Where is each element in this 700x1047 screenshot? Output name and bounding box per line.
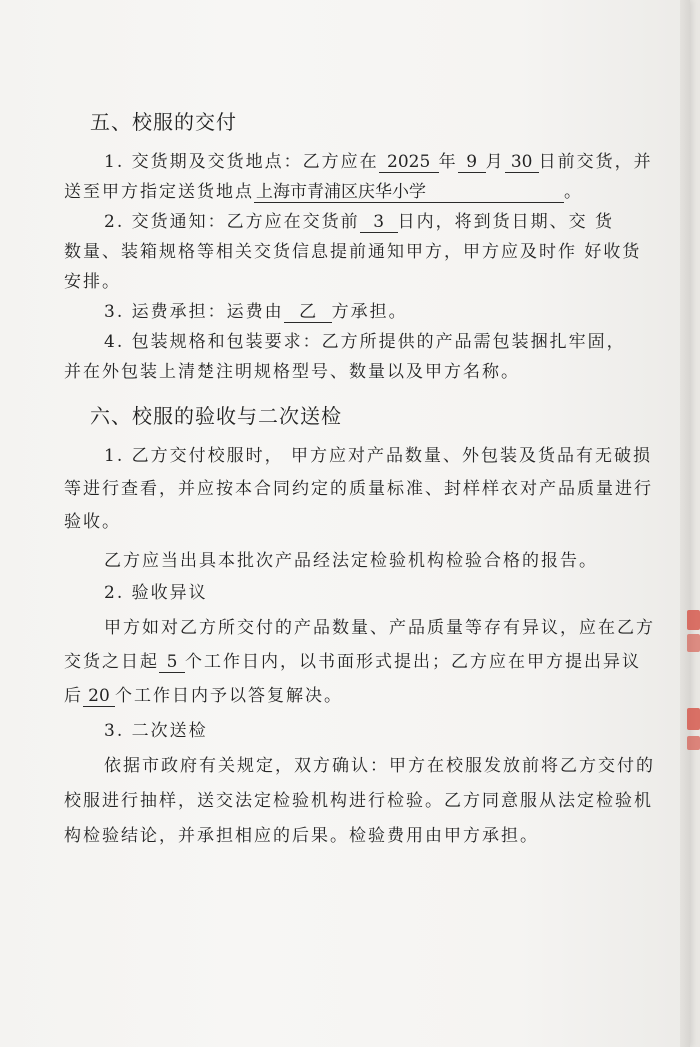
item-text: 年 (438, 152, 458, 172)
item-number: 1. (104, 152, 125, 172)
objection-line-1: 甲方如对乙方所交付的产品数量、产品质量等存有异议，应在乙方 (104, 618, 655, 638)
item-number: 1. (104, 446, 125, 466)
filled-month: 9 (458, 152, 486, 173)
item-number: 3. (104, 721, 125, 741)
item-text: 交货期及交货地点：乙方应在 (131, 152, 379, 172)
item-number: 3. (104, 302, 125, 322)
delivery-item-2-line-1 (104, 207, 614, 233)
acceptance-item-3-title (104, 716, 208, 741)
section-heading-delivery: 五、校服的交付 (90, 110, 237, 134)
item-text: 包装规格和包装要求：乙方所提供的产品需包装捆扎牢固， (131, 332, 626, 352)
filled-year: 2025 (379, 152, 439, 173)
item-number: 4. (104, 332, 125, 352)
retest-line-2: 校服进行抽样，送交法定检验机构进行检验。乙方同意服从法定检验机 (64, 791, 653, 811)
item-text: 乙方交付校服时， 甲方应对产品数量、外包装及货品有无破损 (131, 446, 653, 466)
acceptance-item-1-line-1 (104, 441, 652, 466)
acceptance-item-1-line-2: 等进行查看，并应按本合同约定的质量标准、封样样衣对产品质量进行 (64, 479, 653, 499)
item-text: 日内，将到货日期、交 货 (397, 212, 615, 232)
objection-line-2 (64, 647, 641, 673)
item-text: 后 (64, 686, 83, 706)
item-text: 个工作日内，以书面形式提出；乙方应在甲方提出异议 (185, 652, 641, 672)
filled-day: 30 (505, 152, 539, 173)
section-heading-acceptance: 六、校服的验收与二次送检 (90, 404, 342, 428)
delivery-item-4-line-1 (104, 327, 626, 352)
item-text: 月 (485, 152, 505, 172)
delivery-item-3 (104, 297, 408, 323)
item-text: 。 (564, 182, 583, 202)
delivery-item-2-line-2: 数量、装箱规格等相关交货信息提前通知甲方，甲方应及时作 好收货 (64, 242, 642, 262)
acceptance-item-2-title (104, 578, 208, 603)
filled-objection-days: 5 (159, 652, 185, 673)
filled-reply-days: 20 (83, 686, 115, 707)
item-text: 交货之日起 (64, 652, 159, 672)
item-text: 送至甲方指定送货地点 (64, 182, 254, 202)
item-text: 个工作日内予以答复解决。 (115, 686, 343, 706)
delivery-item-1-line-1 (104, 147, 653, 173)
item-text: 运费承担：运费由 (131, 302, 284, 322)
retest-line-1: 依据市政府有关规定，双方确认：甲方在校服发放前将乙方交付的 (104, 756, 655, 776)
item-text: 方承担。 (331, 302, 408, 322)
objection-line-3 (64, 681, 343, 707)
inspection-report-line: 乙方应当出具本批次产品经法定检验机构检验合格的报告。 (104, 551, 598, 571)
delivery-item-4-line-2: 并在外包装上清楚注明规格型号、数量以及甲方名称。 (64, 362, 520, 382)
retest-line-3: 构检验结论，并承担相应的后果。检验费用由甲方承担。 (64, 826, 539, 846)
item-text: 日前交货，并 (538, 152, 653, 172)
filled-notice-days: 3 (360, 212, 398, 233)
filled-freight-party: 乙 (284, 302, 332, 323)
item-number: 2. (104, 583, 125, 603)
item-title: 验收异议 (131, 583, 208, 603)
delivery-item-1-line-2 (64, 177, 583, 203)
filled-delivery-location: 上海市青浦区庆华小学 (254, 182, 564, 203)
item-title: 二次送检 (131, 721, 208, 741)
item-number: 2. (104, 212, 125, 232)
acceptance-item-1-line-3: 验收。 (64, 512, 121, 532)
item-text: 交货通知：乙方应在交货前 (131, 212, 360, 232)
delivery-item-2-line-3: 安排。 (64, 272, 121, 292)
